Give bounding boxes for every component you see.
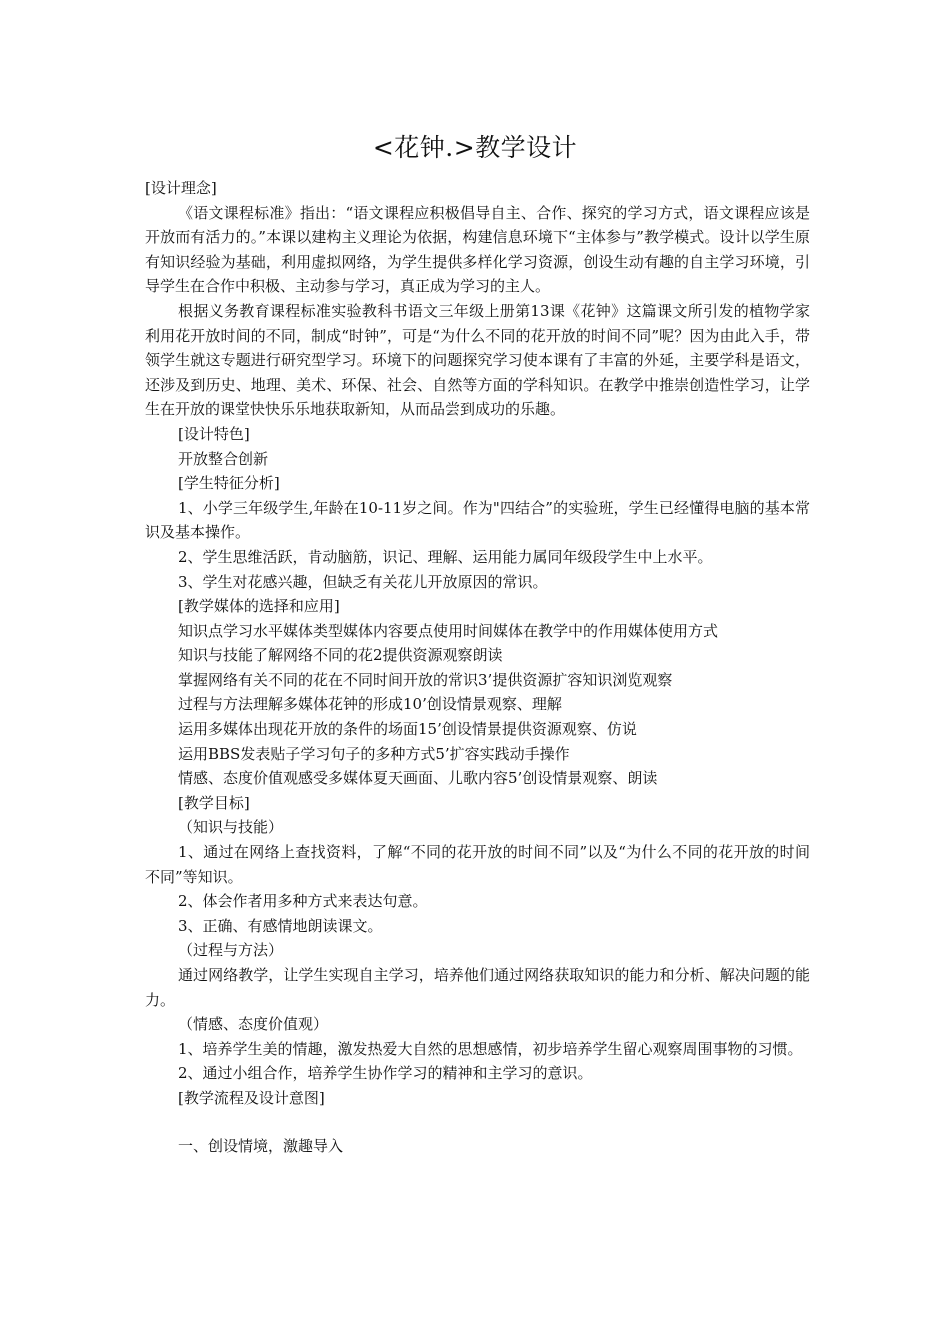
goal-knowledge-1: 1、通过在网络上查找资料，了解“不同的花开放的时间不同”以及“为什么不同的花开放的时间不同”等知识。: [145, 843, 810, 886]
media-line-5: 运用BBS发表贴子学习句子的多种方式5’扩容实践动手操作: [178, 744, 570, 763]
blank-line: [145, 1111, 810, 1134]
paragraph-lesson-basis: 根据义务教育课程标准实验教科书语文三年级上册第13课《花钟》这篇课文所引发的植物学家利用花开放时间的不同，制成“时钟”，可是“为什么不同的花开放的时间不同”呢？因为由此入手，带领学生就这专题进行研究型学习。环境下的问题探究学习使本课有了丰富的外延，主要学科是语文，还涉及到历史、地理、美术、环保、社会、自然等方面的学科知识。在教学中推崇创造性学习，让学生在开放的课堂快快乐乐地获取新知，从而品尝到成功的乐趣。: [145, 301, 810, 419]
media-line-2: 掌握网络有关不同的花在不同时间开放的常识3’提供资源扩容知识浏览观察: [178, 670, 673, 689]
media-line-1: 知识与技能了解网络不同的花2提供资源观察朗读: [178, 646, 503, 665]
media-line-6: 情感、态度价值观感受多媒体夏天画面、儿歌内容5’创设情景观察、朗读: [178, 769, 658, 788]
goal-emotion-1: 1、培养学生美的情趣，激发热爱大自然的思想感情，初步培养学生留心观察周围事物的习惯。: [178, 1039, 803, 1058]
section-heading-teaching-process: [教学流程及设计意图]: [178, 1088, 325, 1107]
section-heading-goals: [教学目标]: [178, 793, 250, 812]
media-line-4: 运用多媒体出现花开放的条件的场面15’创设情景提供资源观察、仿说: [178, 720, 637, 739]
subheading-process-method: （过程与方法）: [178, 941, 284, 960]
section-heading-design-features: [设计特色]: [178, 424, 250, 443]
document-body: [145, 176, 810, 1158]
goal-process-method: 通过网络教学，让学生实现自主学习，培养他们通过网络获取知识的能力和分析、解决问题的能力。: [145, 966, 810, 1009]
goal-emotion-2: 2、通过小组合作，培养学生协作学习的精神和主学习的意识。: [178, 1064, 593, 1083]
section-heading-media: [教学媒体的选择和应用]: [178, 597, 340, 616]
step-heading-1: 一、创设情境，激趣导入: [178, 1136, 344, 1155]
media-line-3: 过程与方法理解多媒体花钟的形成10’创设情景观察、理解: [178, 695, 562, 714]
media-line-header: 知识点学习水平媒体类型媒体内容要点使用时间媒体在教学中的作用媒体使用方式: [178, 621, 719, 640]
paragraph-student-analysis-1: 1、小学三年级学生,年龄在10-11岁之间。作为"四结合”的实验班，学生已经懂得电脑的基本常识及基本操作。: [145, 498, 810, 542]
paragraph-student-analysis-3: 3、学生对花感兴趣，但缺乏有关花儿开放原因的常识。: [178, 572, 548, 591]
section-heading-student-analysis: [学生特征分析]: [178, 474, 280, 493]
subheading-knowledge-skills: （知识与技能）: [178, 818, 284, 837]
section-heading-design-concept: [设计理念]: [145, 179, 217, 197]
document-title: <花钟.>教学设计: [372, 133, 578, 162]
goal-knowledge-3: 3、正确、有感情地朗读课文。: [178, 916, 383, 935]
paragraph-design-features: 开放整合创新: [178, 449, 269, 468]
paragraph-student-analysis-2: 2、学生思维活跃，肯动脑筋，识记、理解、运用能力属同年级段学生中上水平。: [178, 547, 713, 566]
goal-knowledge-2: 2、体会作者用多种方式来表达句意。: [178, 892, 428, 911]
paragraph-curriculum-standard: 《语文课程标准》指出：“语文课程应积极倡导自主、合作、探究的学习方式，语文课程应该是开放而有活力的。”本课以建构主义理论为依据，构建信息环境下“主体参与”教学模式。设计以学生原有知识经验为基础，利用虚拟网络，为学生提供多样化学习资源，创设生动有趣的自主学习环境，引导学生在合作中积极、主动参与学习，真正成为学习的主人。: [145, 203, 810, 296]
subheading-emotion-values: （情感、态度价值观）: [178, 1015, 329, 1034]
